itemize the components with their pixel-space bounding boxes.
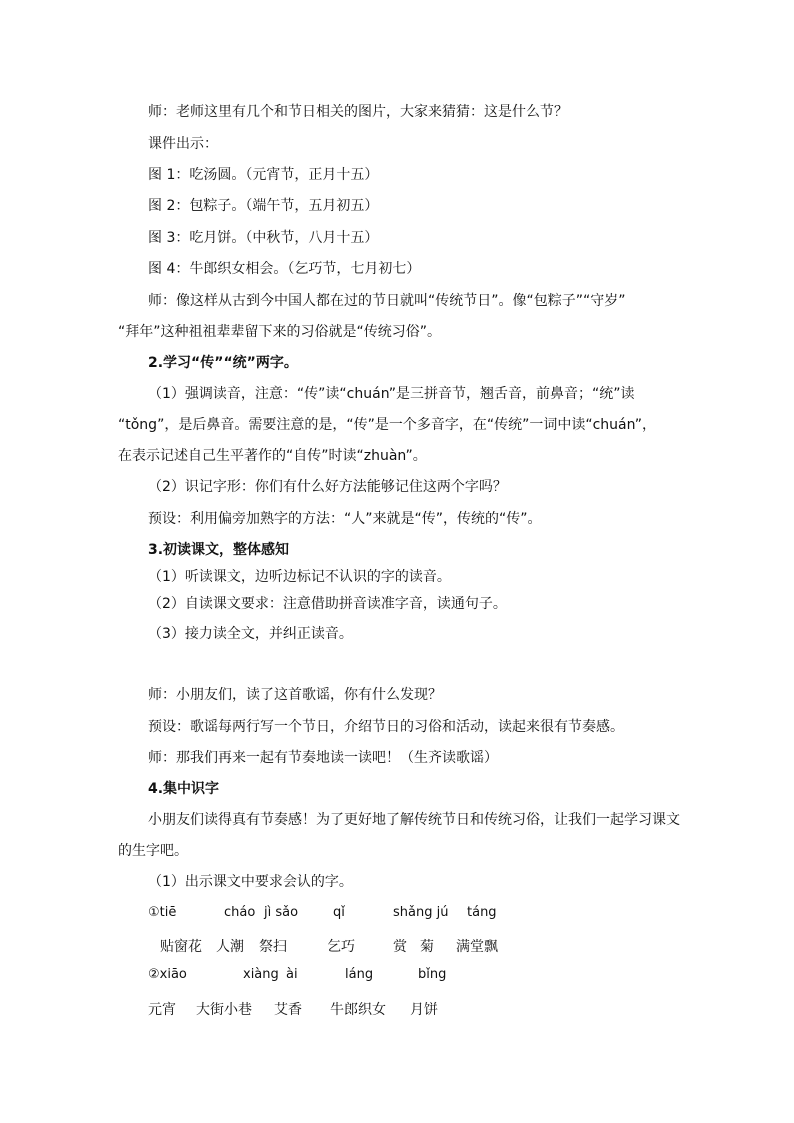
text-line: 师：老师这里有几个和节日相关的图片，大家来猜猜：这是什么节？ [148, 104, 568, 120]
character-word: 祭扫 [259, 939, 287, 955]
text-line: 师：像这样从古到今中国人都在过的节日就叫“传统节日”。像“包粽子”“守岁” [148, 293, 626, 309]
pinyin: cháo [224, 905, 256, 920]
text-line: 师：那我们再来一起有节奏地读一读吧！（生齐读歌谣） [148, 750, 498, 766]
pinyin-row [0, 905, 794, 923]
text-line: （1）强调读音，注意：“传”读“chuán”是三拼音节，翘舌音，前鼻音；“统”读 [148, 386, 635, 402]
text-line: （1）听读课文，边听边标记不认识的字的读音。 [148, 569, 451, 585]
pinyin: jì sǎo [264, 905, 299, 920]
text-line: “拜年”这种祖祖辈辈留下来的习俗就是“传统习俗”。 [118, 324, 442, 340]
text-line: 在表示记述自己生平著作的“自传”时读“zhuàn”。 [118, 448, 427, 464]
text-line: 课件出示： [148, 136, 218, 152]
character-word: 大街小巷 [196, 1002, 252, 1018]
pinyin: láng [345, 967, 374, 982]
text-line: 图 2：包粽子。（端午节，五月初五） [148, 198, 379, 214]
character-word: 艾香 [274, 1002, 302, 1018]
pinyin: shǎng jú [393, 905, 449, 920]
character-word: 乞巧 [327, 939, 355, 955]
text-line: （2）自读课文要求：注意借助拼音读准字音，读通句子。 [148, 596, 507, 612]
pinyin: xiàng [243, 967, 279, 982]
pinyin: táng [467, 905, 497, 920]
text-line: 图 1：吃汤圆。（元宵节，正月十五） [148, 167, 379, 183]
section-heading: 3.初读课文，整体感知 [148, 542, 290, 558]
pinyin: ài [286, 967, 298, 982]
character-word: 赏 [393, 939, 407, 955]
text-line: 预设：歌谣每两行写一个节日，介绍节日的习俗和活动，读起来很有节奏感。 [148, 719, 624, 735]
character-word: 满堂飘 [456, 939, 498, 955]
text-line: 师：小朋友们，读了这首歌谣，你有什么发现？ [148, 687, 442, 703]
character-row [0, 999, 794, 1017]
pinyin: ①tiē [148, 905, 177, 920]
text-line: （2）识记字形：你们有什么好方法能够记住这两个字吗？ [148, 479, 507, 495]
section-heading: 2.学习“传”“统”两字。 [148, 355, 298, 371]
character-word: 月饼 [410, 1002, 438, 1018]
character-word: 元宵 [148, 1002, 176, 1018]
text-line: （1）出示课文中要求会认的字。 [148, 874, 353, 890]
text-line: 小朋友们读得真有节奏感！为了更好地了解传统节日和传统习俗，让我们一起学习课文 [148, 812, 680, 828]
character-word: 菊 [420, 939, 434, 955]
text-line: 图 3：吃月饼。（中秋节，八月十五） [148, 230, 379, 246]
section-heading: 4.集中识字 [148, 781, 220, 797]
pinyin: ②xiāo [148, 967, 187, 982]
pinyin: bǐng [418, 967, 447, 982]
character-row [0, 936, 794, 954]
character-word: 人潮 [216, 939, 244, 955]
pinyin: qǐ [333, 905, 345, 920]
pinyin-row [0, 967, 794, 985]
text-line: “tǒng”，是后鼻音。需要注意的是，“传”是一个多音字，在“传统”一词中读“chuán”， [118, 417, 656, 433]
text-line: 预设：利用偏旁加熟字的方法：“人”来就是“传”，传统的“传”。 [148, 511, 542, 527]
text-line: 图 4：牛郎织女相会。（乞巧节，七月初七） [148, 261, 421, 277]
text-line: 的生字吧。 [118, 843, 188, 859]
character-word: 贴窗花 [160, 939, 202, 955]
character-word: 牛郎织女 [330, 1002, 386, 1018]
text-line: （3）接力读全文，并纠正读音。 [148, 626, 353, 642]
